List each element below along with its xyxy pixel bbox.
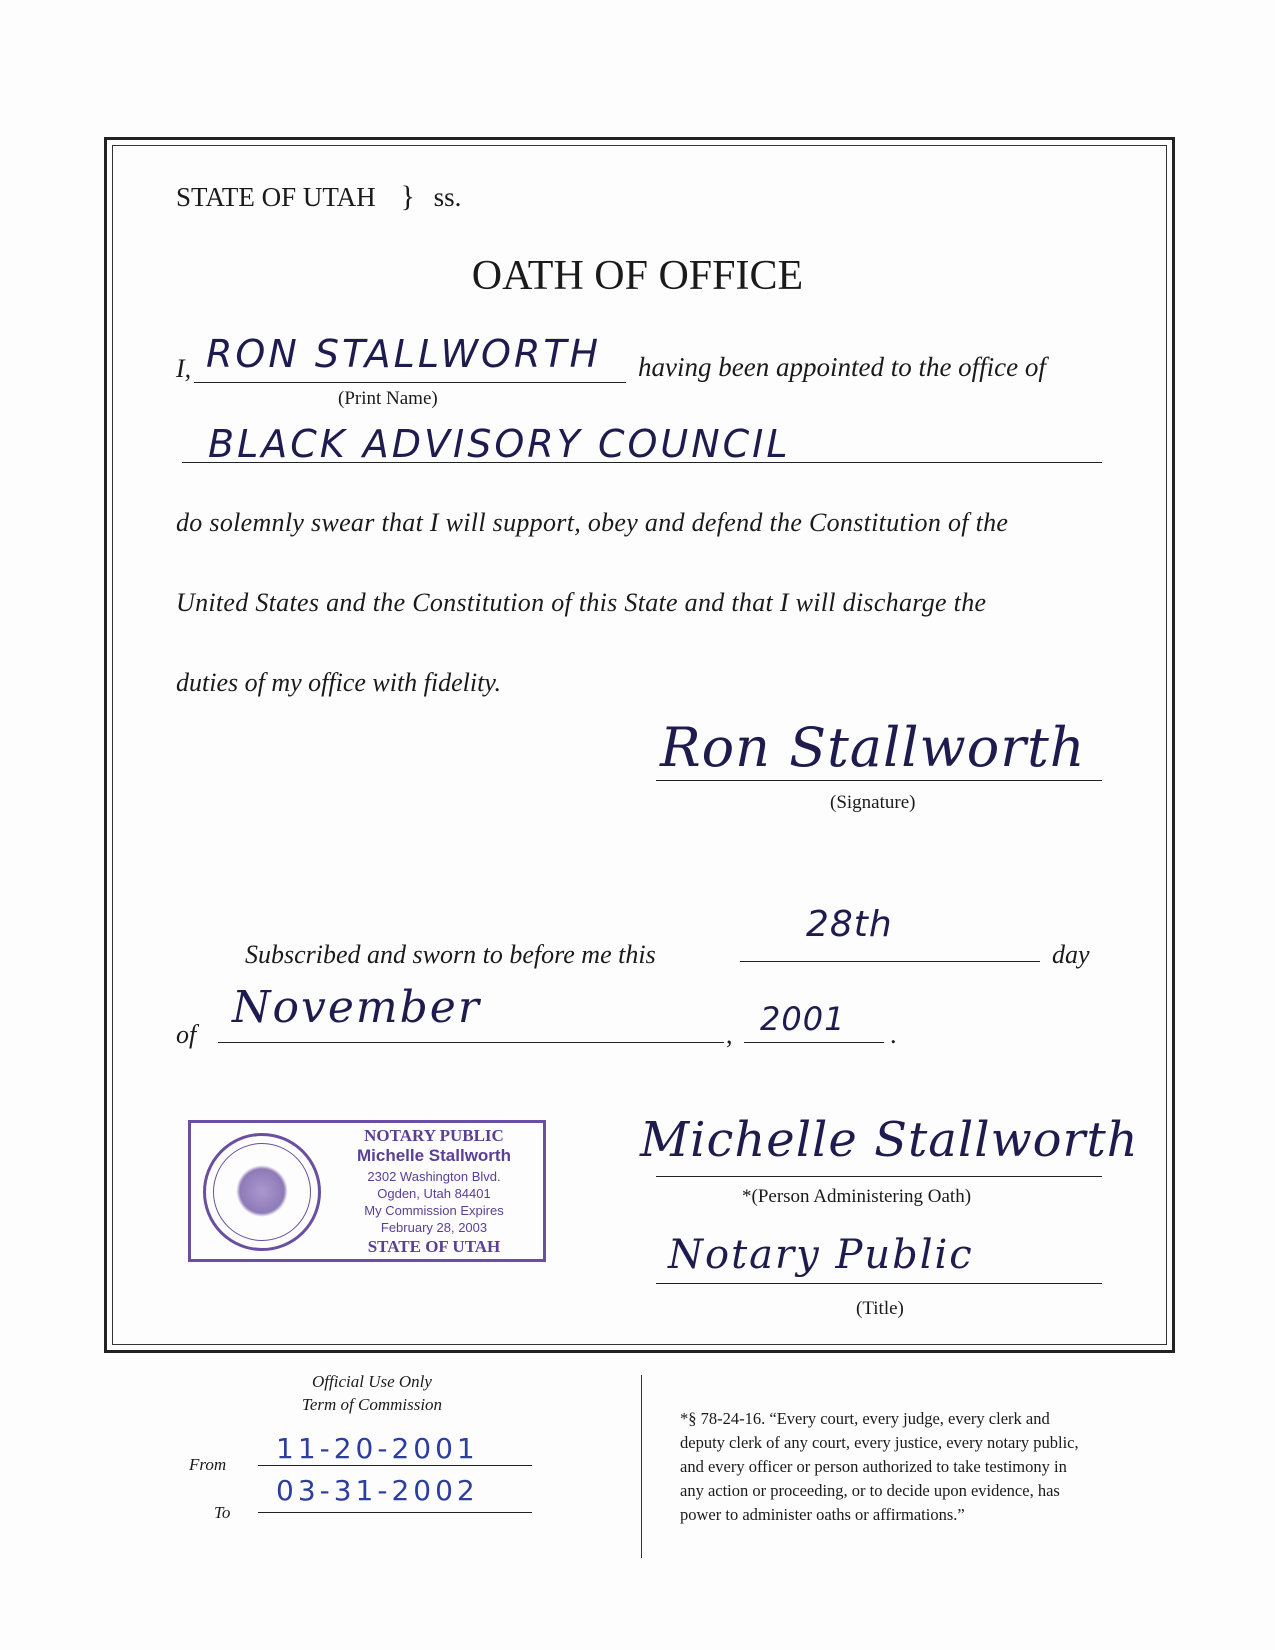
seal-emblem-icon xyxy=(236,1165,288,1217)
statute-line-1: *§ 78-24-16. “Every court, every judge, every clerk and xyxy=(680,1409,1050,1428)
from-value: 11-20-2001 xyxy=(276,1432,479,1465)
to-label: To xyxy=(214,1503,231,1522)
statute-line-5: power to administer oaths or affirmations.” xyxy=(680,1505,965,1524)
official-use-heading: Official Use Only xyxy=(312,1372,432,1391)
brace: } xyxy=(400,180,415,213)
comma: , xyxy=(726,1020,733,1049)
day-handwriting: 28th xyxy=(806,904,893,945)
month-handwriting: November xyxy=(232,982,481,1033)
oath-line-2: United States and the Constitution of this State and that I will discharge the xyxy=(176,588,987,617)
notary-stamp xyxy=(188,1120,546,1262)
signature-handwriting: Ron Stallworth xyxy=(660,716,1086,779)
page-title: OATH OF OFFICE xyxy=(471,253,804,299)
signature-caption: (Signature) xyxy=(830,792,916,813)
print-name-caption: (Print Name) xyxy=(338,388,438,409)
from-label: From xyxy=(189,1455,227,1474)
administrator-line xyxy=(656,1176,1102,1177)
administrator-signature: Michelle Stallworth xyxy=(640,1112,1139,1168)
to-line xyxy=(258,1512,532,1513)
state-name: STATE OF UTAH xyxy=(176,182,376,212)
state-line xyxy=(176,180,461,214)
stamp-commission-label: My Commission Expires xyxy=(364,1203,504,1218)
oath-line-1: do solemnly swear that I will support, obey and defend the Constitution of the xyxy=(176,508,1009,537)
period: . xyxy=(890,1020,897,1049)
printed-name-handwriting: RON STALLWORTH xyxy=(206,332,602,376)
ss-label: ss. xyxy=(433,182,462,212)
administrator-caption: *(Person Administering Oath) xyxy=(742,1186,972,1207)
stamp-name: Michelle Stallworth xyxy=(357,1146,511,1165)
statute-line-3: and every officer or person authorized to take testimony in xyxy=(680,1457,1067,1476)
year-line xyxy=(744,1042,884,1043)
year-handwriting: 2001 xyxy=(760,1000,846,1038)
stamp-notary-public: NOTARY PUBLIC xyxy=(364,1126,504,1145)
title-caption: (Title) xyxy=(856,1298,904,1319)
of-label: of xyxy=(176,1020,197,1049)
term-heading: Term of Commission xyxy=(301,1395,443,1414)
stamp-address: 2302 Washington Blvd. xyxy=(367,1169,501,1184)
title-handwriting: Notary Public xyxy=(668,1232,974,1278)
signature-line xyxy=(656,780,1102,781)
month-line xyxy=(218,1042,724,1043)
day-line xyxy=(740,961,1040,962)
title-line xyxy=(656,1283,1102,1284)
from-line xyxy=(258,1465,532,1466)
i-prefix: I, xyxy=(176,354,192,383)
subscribed-text: Subscribed and sworn to before me this xyxy=(245,940,656,969)
statute-line-2: deputy clerk of any court, every justice, every notary public, xyxy=(680,1433,1079,1452)
statute-line-4: any action or proceeding, or to decide upon evidence, has xyxy=(680,1481,1060,1500)
day-label: day xyxy=(1052,940,1090,969)
stamp-commission-date: February 28, 2003 xyxy=(380,1220,488,1235)
office-handwriting: BLACK ADVISORY COUNCIL xyxy=(208,422,791,466)
to-value: 03-31-2002 xyxy=(276,1474,479,1507)
stamp-state: STATE OF UTAH xyxy=(367,1237,501,1256)
statute-text xyxy=(680,1407,1079,1527)
oath-line-3: duties of my office with fidelity. xyxy=(176,668,501,697)
section-divider xyxy=(641,1375,642,1558)
appointed-text: having been appointed to the office of xyxy=(638,352,1046,382)
print-name-line xyxy=(194,382,626,383)
stamp-city: Ogden, Utah 84401 xyxy=(377,1186,491,1201)
